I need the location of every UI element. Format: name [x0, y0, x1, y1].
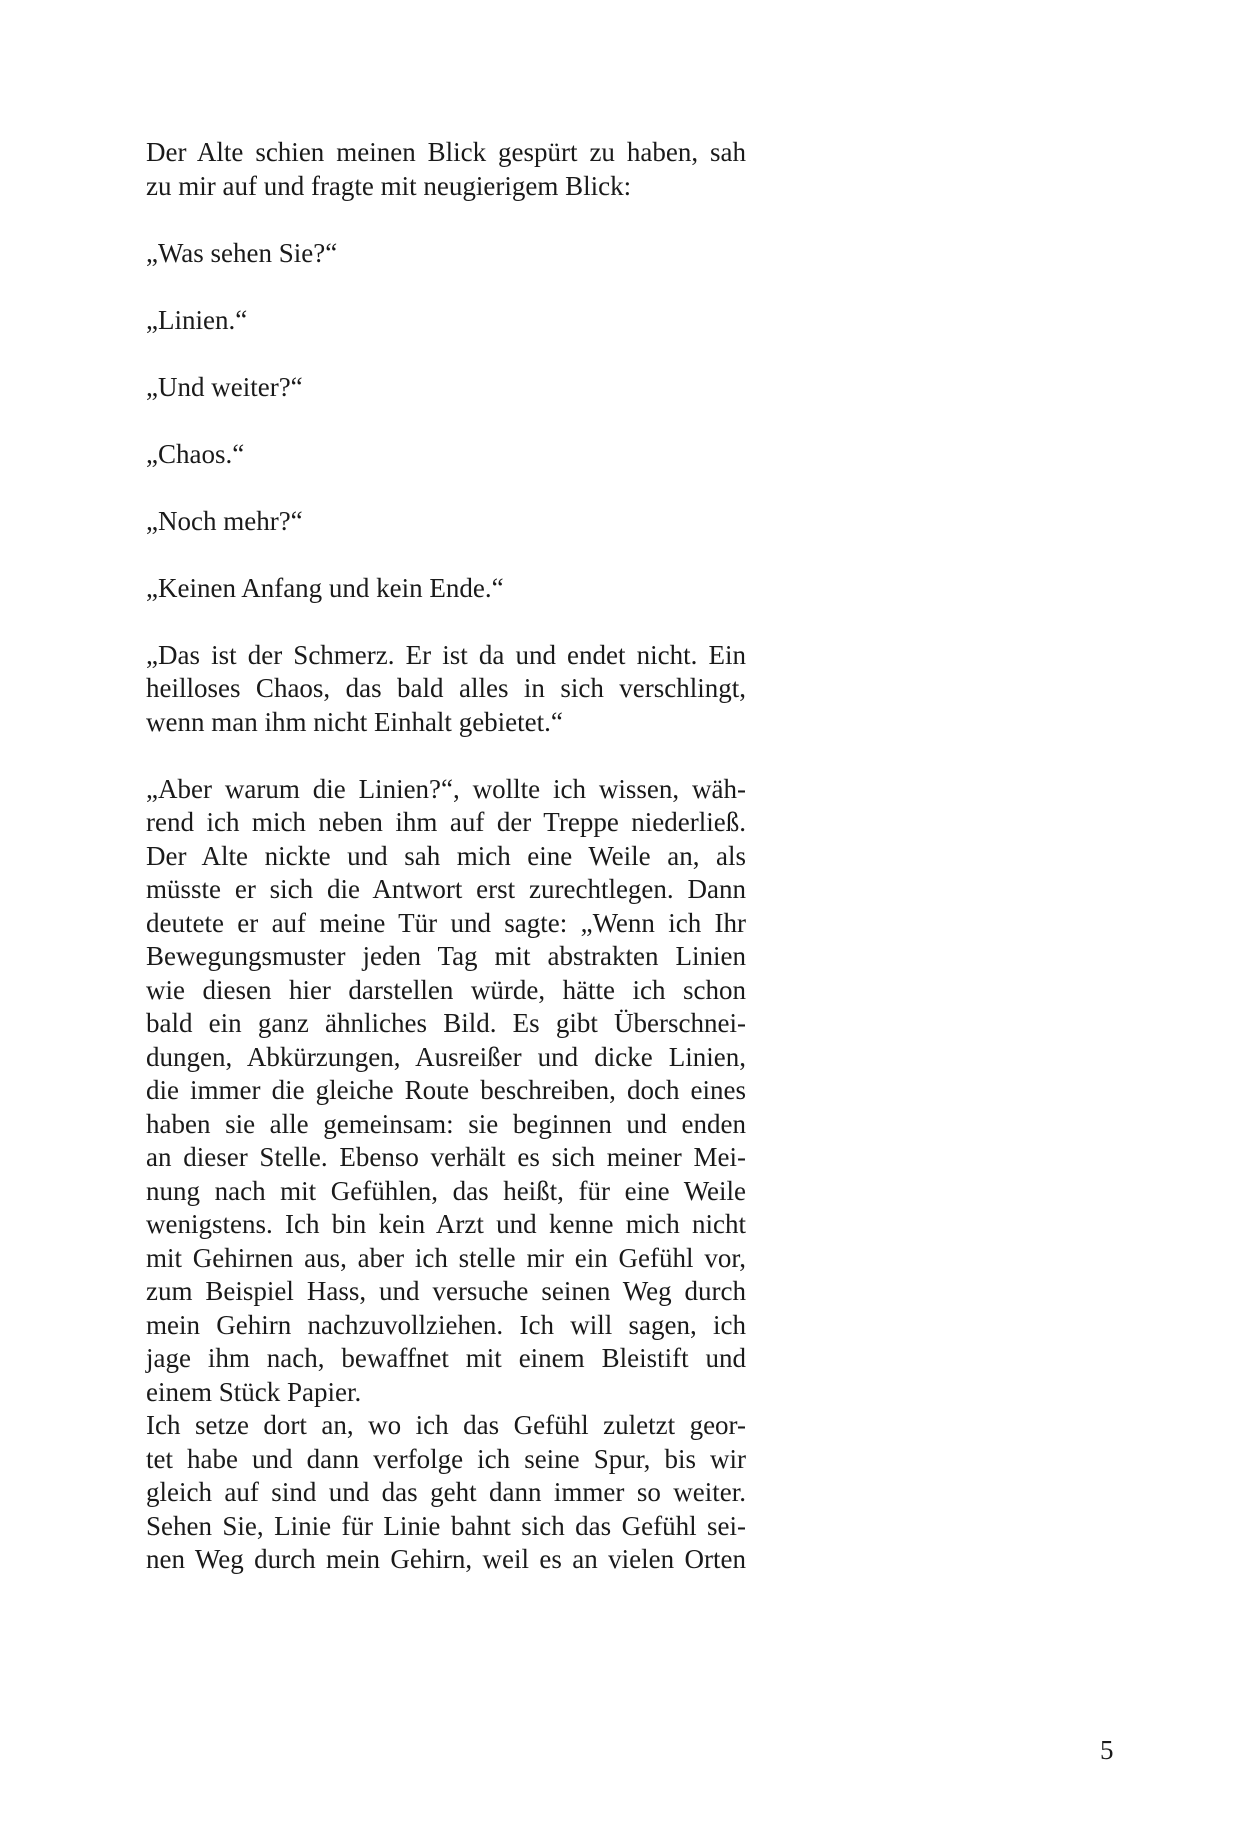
text-line: gleich auf sind und das geht dann immer so weiter. [146, 1477, 746, 1507]
text-line: wenigstens. Ich bin kein Arzt und kenne mich nicht [146, 1209, 746, 1239]
paragraph [146, 371, 746, 405]
text-line: zu mir auf und fragte mit neugierigem Blick: [146, 170, 632, 201]
paragraph [146, 237, 746, 271]
text-line: Der Alte nickte und sah mich eine Weile an, als [146, 840, 746, 871]
text-line: „Noch mehr?“ [146, 505, 303, 536]
text-line: mit Gehirnen aus, aber ich stelle mir ein Gefühl vor, [146, 1242, 746, 1273]
paragraph [146, 438, 746, 472]
text-line: jage ihm nach, bewaffnet mit einem Bleistift und [146, 1343, 746, 1373]
text-line: Bewegungsmuster jeden Tag mit abstrakten Linien [146, 941, 746, 971]
text-line: wie diesen hier darstellen würde, hätte ich schon [146, 974, 746, 1005]
text-line: dungen, Abkürzungen, Ausreißer und dicke Linien, [146, 1041, 746, 1072]
paragraph [146, 639, 746, 740]
text-line: „Chaos.“ [146, 438, 245, 469]
text-line: deutete er auf meine Tür und sagte: „Wenn ich Ihr [146, 907, 746, 938]
text-line: bald ein ganz ähnliches Bild. Es gibt Überschnei- [146, 1008, 746, 1038]
text-line: wenn man ihm nicht Einhalt gebietet.“ [146, 706, 563, 737]
text-line: einem Stück Papier. [146, 1376, 362, 1407]
text-line: müsste er sich die Antwort erst zurechtlegen. Dann [146, 874, 746, 904]
text-line: die immer die gleiche Route beschreiben, doch eines [146, 1075, 746, 1105]
text-line: „Was sehen Sie?“ [146, 237, 338, 268]
text-line: nung nach mit Gefühlen, das heißt, für eine Weile [146, 1175, 746, 1206]
text-line: heilloses Chaos, das bald alles in sich verschlingt, [146, 673, 746, 703]
paragraph [146, 505, 746, 539]
text-line: an dieser Stelle. Ebenso verhält es sich meiner Mei- [146, 1142, 746, 1172]
paragraph [146, 136, 746, 203]
text-line: „Aber warum die Linien?“, wollte ich wissen, wäh- [146, 773, 746, 804]
text-line: „Das ist der Schmerz. Er ist da und endet nicht. Ein [146, 639, 746, 670]
page-number: 5 [1100, 1735, 1114, 1765]
body-text [146, 136, 746, 1610]
text-line: tet habe und dann verfolge ich seine Spur, bis wir [146, 1443, 746, 1474]
text-line: „Keinen Anfang und kein Ende.“ [146, 572, 504, 603]
text-line: haben sie alle gemeinsam: sie beginnen und enden [146, 1108, 746, 1139]
paragraph [146, 304, 746, 338]
text-line: rend ich mich neben ihm auf der Treppe niederließ. [146, 807, 746, 837]
text-line: Der Alte schien meinen Blick gespürt zu haben, sah [146, 137, 746, 167]
text-line: Sehen Sie, Linie für Linie bahnt sich das Gefühl sei- [146, 1510, 746, 1541]
paragraph [146, 572, 746, 606]
paragraph [146, 1409, 746, 1577]
paragraph [146, 773, 746, 1410]
text-line: „Und weiter?“ [146, 371, 303, 402]
text-line: nen Weg durch mein Gehirn, weil es an vielen Orten [146, 1544, 746, 1574]
text-line: „Linien.“ [146, 304, 248, 335]
text-line: zum Beispiel Hass, und versuche seinen Weg durch [146, 1276, 746, 1306]
text-line: Ich setze dort an, wo ich das Gefühl zuletzt geor- [146, 1410, 746, 1440]
text-line: mein Gehirn nachzuvollziehen. Ich will sagen, ich [146, 1309, 746, 1340]
